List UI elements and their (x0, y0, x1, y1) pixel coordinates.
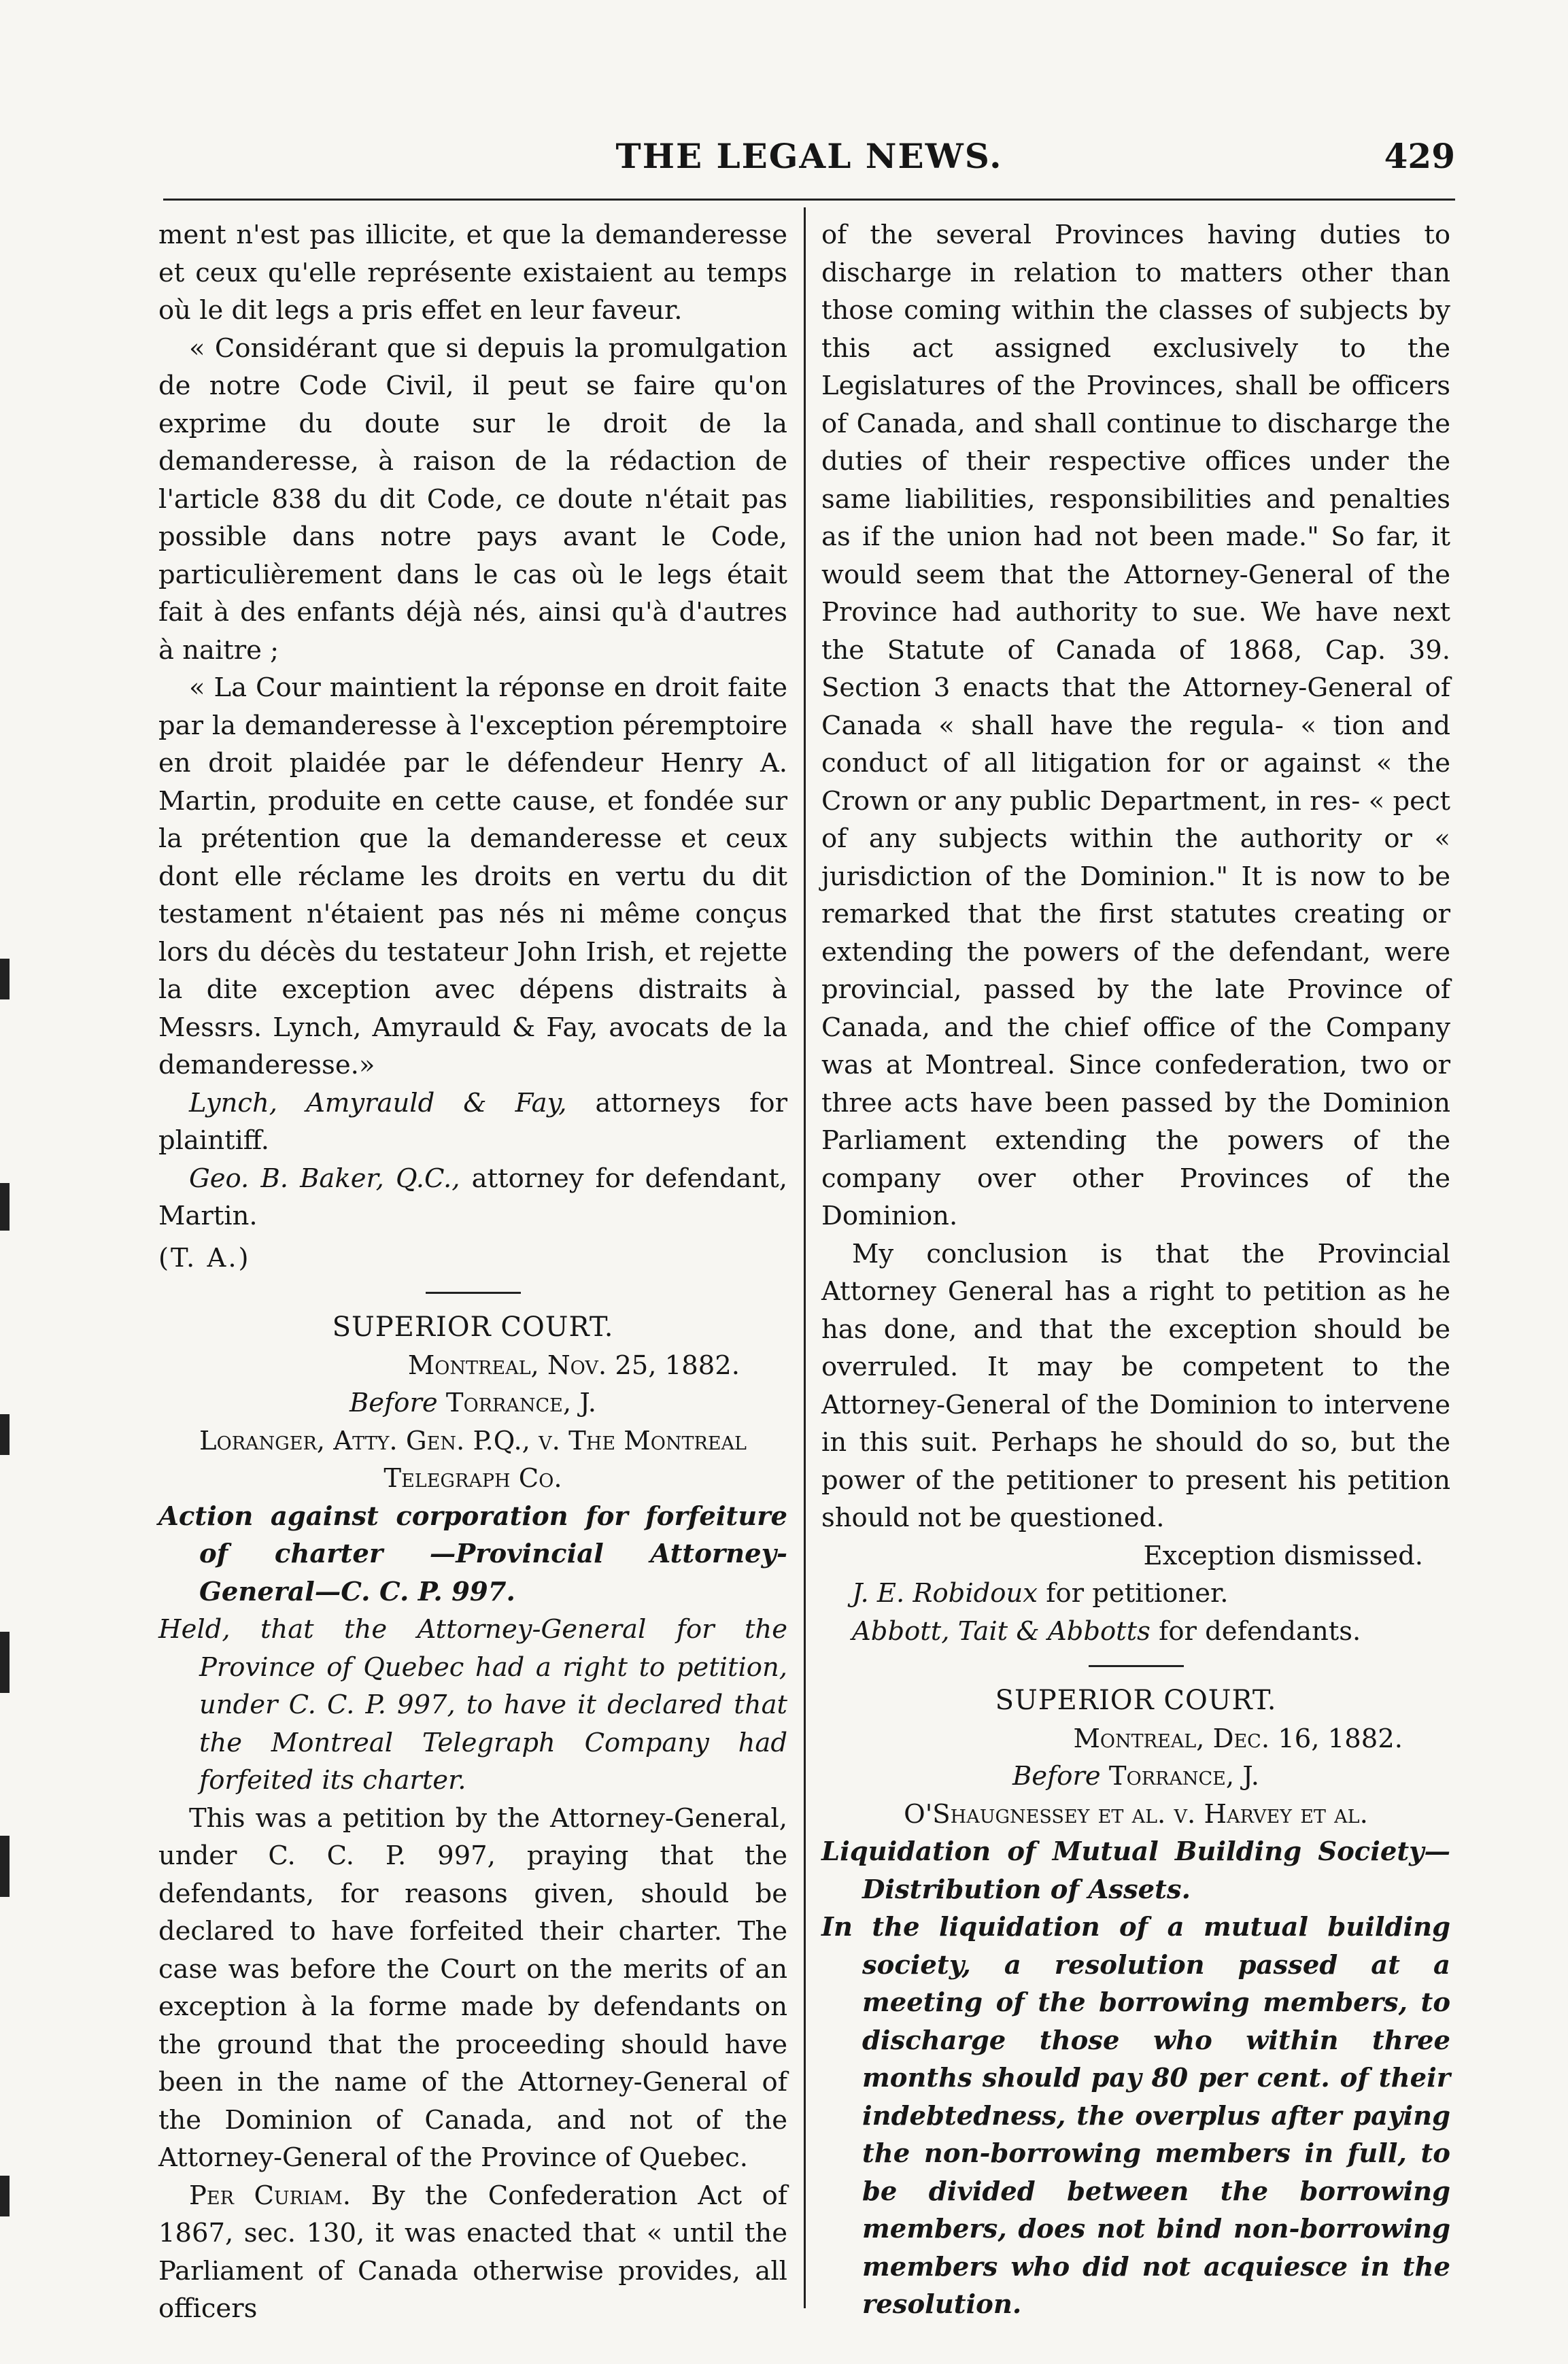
section-rule (426, 1292, 521, 1294)
reporter-initials: (T. A.) (158, 1242, 251, 1273)
counsel-names: Geo. B. Baker, Q.C., (189, 1163, 460, 1194)
counsel-role: attorneys for plaintiff. (158, 1087, 787, 1156)
body-paragraph (158, 2177, 787, 2328)
journal-title: THE LEGAL NEWS. (615, 136, 1003, 176)
case-result: Exception dismissed. (1143, 1540, 1423, 1571)
margin-mark (0, 1632, 10, 1693)
counsel-line (821, 1575, 1450, 1613)
counsel-line (821, 1613, 1450, 1651)
margin-mark (0, 2176, 10, 2216)
case-holding: In the liquidation of a mutual building society, a resolution passed at a meeting of the borrowing members, to discharge those who within three months should pay 80 per cent. of their indebtedness, the overplus after paying the non-borrowing members in full, to be divided between the borrowing members, does not bind non-borrowing members who did not acquiesce in the resolution. (821, 1912, 1450, 2320)
right-column (821, 216, 1450, 2324)
body-paragraph: « Considérant que si depuis la promulgation de notre Code Civil, il peut se faire qu'on exprime du doute sur le droit de la demanderesse, à raison de la rédaction de l'article 838 du dit Code, ce doute n'était pas possible dans notre pays avant le Code, particulièrement dans le cas où le legs était fait à des enfants déjà nés, ainsi qu'à d'autres à naitre ; (158, 332, 787, 666)
per-curiam-text: By the Confederation Act of 1867, sec. 130, it was enacted that « until the Parliament of Canada otherwise provides, all officers (158, 2180, 788, 2324)
counsel-line (158, 1160, 787, 1235)
counsel-role: for defendants. (1150, 1615, 1361, 1647)
running-header (163, 136, 1455, 184)
judge-line (158, 1384, 787, 1422)
counsel-line (158, 1084, 787, 1160)
margin-mark (0, 1414, 10, 1455)
judge-line (821, 1758, 1450, 1796)
body-paragraph: of the several Provinces having duties to discharge in relation to matters other than those coming within the classes of subjects by this act assigned exclusively to the Legislatures of the Provinces, shall be officers of Canada, and shall continue to discharge the duties of their respective offices under the same liabilities, responsibilities and penalties as if the union had not been made." So far, it would seem that the Attorney-General of the Province had authority to sue. We have next the Statute of Canada of 1868, Cap. 39. Section 3 enacts that the Attorney-General of Canada « shall have the regula- « tion and conduct of all litigation for or against « the Crown or any public Department, in res- « pect of any subjects within the authority or « jurisdiction of the Dominion." It is now to be remarked that the first statutes creating or extending the powers of the defendant, were provincial, passed by the late Province of Canada, and the chief office of the Company was at Montreal. Since confederation, two or three acts have been passed by the Dominion Parliament extending the powers of the company over other Provinces of the Dominion. (821, 220, 1450, 1231)
body-paragraph: My conclusion is that the Provincial Attorney General has a right to petition as he has done, and that the exception should be overruled. It may be competent to the Attorney-General of the Dominion to intervene in this suit. Perhaps he should do so, but the power of the petitioner to present his petition should not be questioned. (821, 1238, 1450, 1533)
case-holding: Held, that the Attorney-General for the Province of Quebec had a right to petition, under C. C. P. 997, to have it declared that the Montreal Telegraph Company had forfeited its charter. (158, 1614, 787, 1796)
column-divider (804, 207, 806, 2308)
counsel-names: J. E. Robidoux (852, 1578, 1038, 1609)
page-number: 429 (1384, 136, 1455, 176)
body-paragraph: ment n'est pas illicite, et que la demanderesse et ceux qu'elle représente existaient au temps où le dit legs a pris effet en leur faveur. (158, 220, 787, 326)
counsel-role: for petitioner. (1037, 1578, 1229, 1609)
case-parties: Loranger, Atty. Gen. P.Q., v. The Montreal Telegraph Co. (199, 1425, 747, 1494)
court-heading: SUPERIOR COURT. (995, 1685, 1277, 1716)
before-label: Before (349, 1388, 438, 1418)
counsel-role: attorney for defendant, Martin. (158, 1163, 787, 1231)
case-summary: Action against corporation for forfeiture of charter —Provincial Attorney-General—C. C. P. 997. (158, 1501, 787, 1607)
judge-name: Torrance, J. (1100, 1761, 1260, 1792)
margin-mark (0, 1183, 10, 1231)
counsel-names: Abbott, Tait & Abbotts (852, 1615, 1151, 1647)
section-rule (1089, 1665, 1184, 1667)
per-curiam-label: Per Curiam. (189, 2180, 352, 2211)
counsel-names: Lynch, Amyrauld & Fay, (189, 1087, 567, 1118)
left-column (158, 216, 787, 2328)
case-date: Montreal, Nov. 25, 1882. (407, 1350, 740, 1381)
margin-mark (0, 959, 10, 999)
case-summary: Liquidation of Mutual Building Society—Distribution of Assets. (821, 1836, 1450, 1905)
margin-mark (0, 1836, 10, 1897)
judge-name: Torrance, J. (437, 1388, 597, 1418)
body-paragraph: This was a petition by the Attorney-General, under C. C. P. 997, praying that the defendants, for reasons given, should be declared to have forfeited their charter. The case was before the Court on the merits of an exception à la forme made by defendants on the ground that the proceeding should have been in the name of the Attorney-General of the Dominion of Canada, and not of the Attorney-General of the Province of Quebec. (158, 1802, 787, 2173)
case-parties: O'Shaugnessey et al. v. Harvey et al. (904, 1798, 1368, 1830)
header-rule (163, 199, 1455, 201)
court-heading: SUPERIOR COURT. (332, 1312, 614, 1343)
case-date: Montreal, Dec. 16, 1882. (1073, 1723, 1403, 1754)
body-paragraph: « La Cour maintient la réponse en droit faite par la demanderesse à l'exception péremptoire en droit plaidée par le défendeur Henry A. Martin, produite en cette cause, et fondée sur la prétention que la demanderesse et ceux dont elle réclame les droits en vertu du dit testament n'étaient pas nés ni même conçus lors du décès du testateur John Irish, et rejette la dite exception avec dépens distraits à Messrs. Lynch, Amyrauld & Fay, avocats de la demanderesse.» (158, 672, 787, 1080)
before-label: Before (1012, 1761, 1101, 1792)
